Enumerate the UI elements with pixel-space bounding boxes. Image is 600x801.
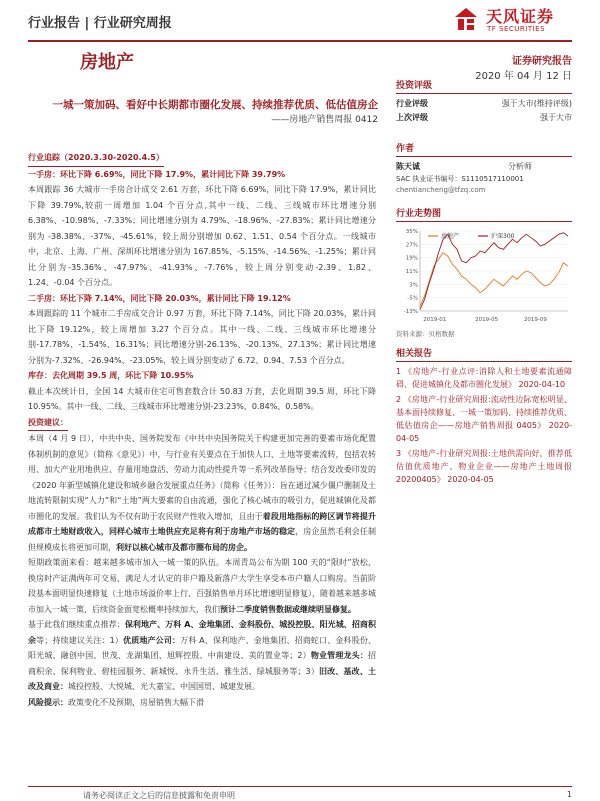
prev-rating-row: 上次评级 强于大市 xyxy=(396,113,572,122)
tracking-period: 行业追踪（2020.3.30-2020.4.5） xyxy=(28,150,164,167)
x-tick-label: 2019-09 xyxy=(523,317,547,323)
paragraph-investment-3: 基于此我们继续重点推荐：保利地产、万科 A、金地集团、金科股份、城投控股、阳光城、招商积余等；持续建议关注：1）优质地产公司：万科 A、保利地产、金地集团、招商蛇口、金科股份、阳光城、融创中国、世茂、龙湖集团、旭辉控股、中南建设、美的置业等；2）物业管理龙头：招商积余、保利物业、碧桂园服务、新城悦、永升生活、雅生活、绿城服务等；3）旧改、基改、土改及商业：城投控股、大悦城、光大嘉宝、中国国贸、城建发展。 xyxy=(28,620,377,691)
y-tick-label: -5% xyxy=(407,295,418,302)
related-report-3[interactable]: 3 《房地产-行业研究周报:土地供需向好，推荐低估值优质地产、物业企业——房地产土地周报 20200405》 2020-04-05 xyxy=(396,449,572,484)
y-tick-label: 35% xyxy=(405,229,418,235)
section-inventory: 库存：去化周期 39.5 周，环比下降 10.95% xyxy=(28,371,194,380)
chart-source: 资料来源：贝格数据 xyxy=(396,330,455,338)
risk-warning: 风险提示：政策变化不及预期，房屋销售大幅下滑 xyxy=(28,697,204,707)
report-date: 2020 年 04 月 12 日 xyxy=(475,71,572,82)
paragraph-investment-1: 本周（4 月 9 日），中共中央、国务院发布《中共中央国务院关于构建更加完善的要素市场化配置体制机制的意见》（简称《意见》）中，与行业有关要点在于加快人口、土地等要素流转，包括农转用、加大产业用地供应、存量用地盘活、劳动力流动性提升等一系列改革指导；结合发改委印发的《2020 年新型城镇化建设和城乡融合发展重点任务》（简称《任务》）：旨在通过减少僵户删制及土地流转限制实现“人力”和“土地”两大要素的自由流通，强化了核心城市的吸引力，促进城镇化及都市圈化的发展。我们认为不仅有助于农民财产性收入增加，且由于着段用地指标的跨区调节将提升成都市土地财政收入，同样心城市土地供应充足将有利于房地产市场的稳定，房企虽然毛利会任制但规模成长将更加可期，利好以核心城市及都市圈布局的房企。 xyxy=(28,434,377,552)
industry-trend-chart xyxy=(396,225,572,325)
rating-row: 行业评级 强于大市(维持评级) xyxy=(396,99,572,108)
author-cert: SAC 执业证书编号：S1110517110001 xyxy=(396,175,524,183)
x-tick-label: 2019-01 xyxy=(423,317,447,323)
industry-title: 房地产 xyxy=(80,52,134,73)
logo-text-en: TF SECURITIES xyxy=(487,25,546,33)
related-header: 相关报告 xyxy=(396,346,572,362)
y-tick-label: 27% xyxy=(405,242,418,249)
section-new-home: 一手房：环比下降 6.69%，同比下降 17.9%，累计同比下降 39.79% xyxy=(28,169,286,179)
author-header: 作者 xyxy=(396,141,572,157)
logo-text-cn: 天风证券 xyxy=(486,7,555,26)
author-email[interactable]: chentiancheng@tfzq.com xyxy=(396,186,486,194)
report-header xyxy=(28,0,572,42)
report-title: 一城一策加码、看好中长期都市圈化发展、持续推荐优质、低估值房企 xyxy=(52,99,378,111)
sidebar xyxy=(396,78,572,488)
legend-label: 沪深300 xyxy=(491,233,515,240)
paragraph-new-home: 本周跟踪 36 大城市一手房合计成交 2.61 万套，环比下降 6.69%，同比下降 17.9%，累计同比下降 39.79%,较前一周增加 1.04 个百分点,其中一线、二线、三线城市环比增速分别 6.38%、-10.98%、-7.33%；同比增速分别为 4.79%、-18.96%、-27.83%；累计同比增速分别为 -38.38%、-37%、-45.61%，较上周分别增加 0.62、1.51、0.54 个百分点。一线城市中，北京、上海、广州、深圳环比增速分别为 167.85%、-5.15%、-14.56%、-1.25%；累计同比分别为-35.36%、-47.97%、-41.93%、-7.76%，较上周分别变动-2.39、1.82、1.24、-0.04 个百分点。 xyxy=(28,185,376,287)
page-footer xyxy=(28,786,572,800)
paragraph-inventory: 截止本次统计日，全国 14 大城市住宅可售套数合计 50.83 万套，去化周期 39.5 周，环比下降 10.95%。其中一线、二线、三线城市环比增速分别-23.23%、0.84%、0.58%。 xyxy=(28,386,376,411)
page-number: 1 xyxy=(566,790,572,799)
section-investment: 投资建议： xyxy=(28,415,68,432)
section-second-hand: 二手房：环比下降 7.14%，同比下降 20.03%，累计同比下降 19.12% xyxy=(28,293,291,303)
paragraph-investment-2: 短期政策面来看：越来越多城市加入一城一策的队伍。本周青岛公布为期 100 天的“限时”放松，换房时产证满两年可交易，满足人才认定的非户籍及新落户大学生享受本市户籍人口购房。当前阶段基本面明显快速修复（土地市场溢价率上行、百强销售单月环比增速明显修复），随着越来越多城市加入一城一策，后续资金面宽松概率持续加大，我们预计二季度销售数据或继续明显修复。 xyxy=(28,558,376,614)
legend-label: 房地产 xyxy=(441,233,460,240)
disclaimer-text: 请务必阅读正文之后的信息披露和免责申明 xyxy=(83,791,235,800)
report-category: 行业报告 | 行业研究周报 xyxy=(28,16,172,31)
y-tick-label: 3% xyxy=(409,282,418,289)
related-report-2[interactable]: 2 《房地产-行业研究周报:流动性边际宽松明显、基本面持续修复、一城一策加码、持续推荐优质、低估值房企——房地产销售周报 0405》 2020-04-05 xyxy=(396,395,572,443)
company-logo xyxy=(452,3,572,37)
main-content xyxy=(28,150,376,710)
report-type: 证券研究报告 xyxy=(512,56,572,67)
author-row: 陈天诚 分析师 xyxy=(396,162,532,171)
paragraph-second-hand: 本周跟踪的 11 个城市二手房成交合计 0.97 万套，环比下降 7.14%，同比下降 20.03%，累计同比下降 19.12%，较上周增加 3.27 个百分点。其中一线、二线、三线城市环比增速分别-17.78%、-1.54%、16.31%；同比增速分别-26.13%、-20.13%、27.13%；累计同比增速分别为-7.32%、-26.94%、-23.05%，较上周分别变动了 6.72、0.94、7.53 个百分点。 xyxy=(28,309,376,365)
related-report-1[interactable]: 1 《房地产-行业点评:消除人和土地要素流通障碍、促进城镇化及都市圈化发展》 2020-04-10 xyxy=(396,367,572,389)
chart-header: 行业走势图 xyxy=(396,206,572,222)
y-tick-label: -13% xyxy=(403,309,418,315)
rating-header: 投资评级 xyxy=(396,78,572,94)
report-subtitle: ——房地产销售周报 0412 xyxy=(271,115,378,125)
y-tick-label: 19% xyxy=(405,255,418,262)
y-tick-label: 11% xyxy=(405,269,418,275)
x-tick-label: 2019-05 xyxy=(475,317,499,323)
series-line-1 xyxy=(420,253,568,306)
tf-logo-icon xyxy=(452,5,480,33)
